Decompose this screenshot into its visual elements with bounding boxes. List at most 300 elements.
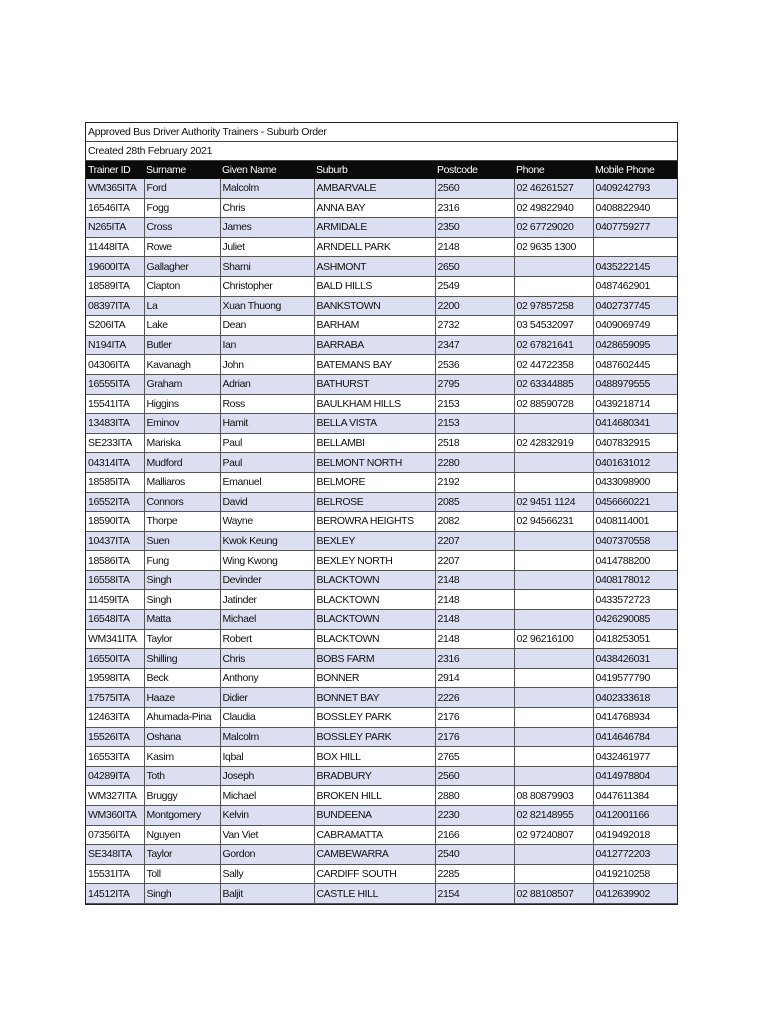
postcode-cell: 2148 [435, 590, 514, 610]
trainer-id-cell: 16555ITA [86, 374, 144, 394]
table-row [86, 786, 677, 806]
surname-cell: Bruggy [144, 786, 220, 806]
surname-cell: Rowe [144, 237, 220, 257]
surname-cell: Matta [144, 610, 220, 630]
table-row [86, 570, 677, 590]
trainer-id-cell: 10437ITA [86, 531, 144, 551]
suburb-cell: BOSSLEY PARK [314, 708, 435, 728]
surname-cell: Singh [144, 590, 220, 610]
surname-cell: Fogg [144, 198, 220, 218]
surname-cell: Haaze [144, 688, 220, 708]
postcode-cell: 2166 [435, 825, 514, 845]
table-row [86, 316, 677, 336]
table-row [86, 610, 677, 630]
trainer-id-cell: 14512ITA [86, 884, 144, 904]
surname-cell: Nguyen [144, 825, 220, 845]
surname-cell: Kavanagh [144, 355, 220, 375]
trainer-id-cell: 04306ITA [86, 355, 144, 375]
postcode-cell: 2154 [435, 884, 514, 904]
trainer-table [86, 161, 677, 904]
postcode-cell: 2085 [435, 492, 514, 512]
col-surname: Surname [144, 161, 220, 179]
postcode-cell: 2732 [435, 316, 514, 336]
phone-cell [514, 570, 593, 590]
phone-cell: 02 42832919 [514, 433, 593, 453]
given-name-cell: Claudia [220, 708, 314, 728]
given-name-cell: Juliet [220, 237, 314, 257]
postcode-cell: 2518 [435, 433, 514, 453]
surname-cell: Kasim [144, 747, 220, 767]
mobile-phone-cell: 0414788200 [593, 551, 677, 571]
postcode-cell: 2914 [435, 668, 514, 688]
trainer-id-cell: 18585ITA [86, 472, 144, 492]
table-row [86, 257, 677, 277]
postcode-cell: 2207 [435, 551, 514, 571]
postcode-cell: 2650 [435, 257, 514, 277]
mobile-phone-cell: 0409242793 [593, 179, 677, 198]
table-row [86, 649, 677, 669]
given-name-cell: Devinder [220, 570, 314, 590]
mobile-phone-cell: 0487462901 [593, 276, 677, 296]
given-name-cell: Chris [220, 649, 314, 669]
phone-cell: 02 96216100 [514, 629, 593, 649]
suburb-cell: BRADBURY [314, 766, 435, 786]
surname-cell: Malliaros [144, 472, 220, 492]
mobile-phone-cell: 0402737745 [593, 296, 677, 316]
mobile-phone-cell: 0487602445 [593, 355, 677, 375]
trainer-id-cell: N194ITA [86, 335, 144, 355]
phone-cell [514, 453, 593, 473]
given-name-cell: David [220, 492, 314, 512]
trainer-id-cell: 18590ITA [86, 512, 144, 532]
col-phone: Phone [514, 161, 593, 179]
table-row [86, 374, 677, 394]
surname-cell: Thorpe [144, 512, 220, 532]
trainer-id-cell: 13483ITA [86, 414, 144, 434]
postcode-cell: 2148 [435, 629, 514, 649]
table-row [86, 237, 677, 257]
surname-cell: Cross [144, 218, 220, 238]
table-row [86, 747, 677, 767]
table-row [86, 179, 677, 198]
mobile-phone-cell: 0409069749 [593, 316, 677, 336]
given-name-cell: Adrian [220, 374, 314, 394]
phone-cell [514, 276, 593, 296]
given-name-cell: Paul [220, 433, 314, 453]
trainer-id-cell: 16548ITA [86, 610, 144, 630]
suburb-cell: ASHMONT [314, 257, 435, 277]
trainer-id-cell: 04289ITA [86, 766, 144, 786]
trainer-id-cell: 11448ITA [86, 237, 144, 257]
mobile-phone-cell [593, 237, 677, 257]
given-name-cell: Emanuel [220, 472, 314, 492]
phone-cell: 03 54532097 [514, 316, 593, 336]
suburb-cell: BANKSTOWN [314, 296, 435, 316]
given-name-cell: Anthony [220, 668, 314, 688]
surname-cell: Graham [144, 374, 220, 394]
surname-cell: Taylor [144, 629, 220, 649]
trainer-id-cell: 18589ITA [86, 276, 144, 296]
mobile-phone-cell: 0412639902 [593, 884, 677, 904]
mobile-phone-cell: 0428659095 [593, 335, 677, 355]
trainer-id-cell: 18586ITA [86, 551, 144, 571]
table-row [86, 864, 677, 884]
postcode-cell: 2560 [435, 179, 514, 198]
phone-cell: 02 67729020 [514, 218, 593, 238]
phone-cell: 02 82148955 [514, 806, 593, 826]
phone-cell [514, 610, 593, 630]
trainer-id-cell: 16546ITA [86, 198, 144, 218]
suburb-cell: BELLAMBI [314, 433, 435, 453]
surname-cell: Clapton [144, 276, 220, 296]
postcode-cell: 2316 [435, 198, 514, 218]
surname-cell: Taylor [144, 845, 220, 865]
given-name-cell: Robert [220, 629, 314, 649]
postcode-cell: 2549 [435, 276, 514, 296]
trainer-id-cell: 19598ITA [86, 668, 144, 688]
postcode-cell: 2347 [435, 335, 514, 355]
postcode-cell: 2536 [435, 355, 514, 375]
surname-cell: Oshana [144, 727, 220, 747]
mobile-phone-cell: 0419210258 [593, 864, 677, 884]
given-name-cell: Kelvin [220, 806, 314, 826]
phone-cell: 02 9635 1300 [514, 237, 593, 257]
suburb-cell: BLACKTOWN [314, 610, 435, 630]
trainer-list-sheet [85, 122, 678, 905]
trainer-id-cell: 17575ITA [86, 688, 144, 708]
mobile-phone-cell: 0401631012 [593, 453, 677, 473]
surname-cell: Singh [144, 884, 220, 904]
table-row [86, 492, 677, 512]
table-row [86, 472, 677, 492]
suburb-cell: BEXLEY [314, 531, 435, 551]
trainer-id-cell: S206ITA [86, 316, 144, 336]
mobile-phone-cell: 0419577790 [593, 668, 677, 688]
mobile-phone-cell: 0418253051 [593, 629, 677, 649]
postcode-cell: 2148 [435, 570, 514, 590]
given-name-cell: James [220, 218, 314, 238]
phone-cell [514, 531, 593, 551]
mobile-phone-cell: 0408822940 [593, 198, 677, 218]
mobile-phone-cell: 0414768934 [593, 708, 677, 728]
given-name-cell: John [220, 355, 314, 375]
suburb-cell: BLACKTOWN [314, 590, 435, 610]
table-row [86, 394, 677, 414]
phone-cell: 02 67821641 [514, 335, 593, 355]
table-row [86, 884, 677, 904]
suburb-cell: BELROSE [314, 492, 435, 512]
table-row [86, 276, 677, 296]
postcode-cell: 2226 [435, 688, 514, 708]
surname-cell: Toth [144, 766, 220, 786]
phone-cell [514, 766, 593, 786]
phone-cell [514, 845, 593, 865]
trainer-id-cell: 19600ITA [86, 257, 144, 277]
postcode-cell: 2795 [435, 374, 514, 394]
postcode-cell: 2148 [435, 237, 514, 257]
suburb-cell: BONNER [314, 668, 435, 688]
phone-cell: 02 63344885 [514, 374, 593, 394]
trainer-id-cell: 15541ITA [86, 394, 144, 414]
given-name-cell: Dean [220, 316, 314, 336]
suburb-cell: BELLA VISTA [314, 414, 435, 434]
given-name-cell: Ross [220, 394, 314, 414]
trainer-id-cell: WM360ITA [86, 806, 144, 826]
given-name-cell: Baljit [220, 884, 314, 904]
trainer-id-cell: N265ITA [86, 218, 144, 238]
suburb-cell: CASTLE HILL [314, 884, 435, 904]
phone-cell: 02 46261527 [514, 179, 593, 198]
postcode-cell: 2316 [435, 649, 514, 669]
trainer-id-cell: SE348ITA [86, 845, 144, 865]
phone-cell: 02 9451 1124 [514, 492, 593, 512]
suburb-cell: BATEMANS BAY [314, 355, 435, 375]
table-row [86, 198, 677, 218]
surname-cell: Singh [144, 570, 220, 590]
given-name-cell: Ian [220, 335, 314, 355]
suburb-cell: BOBS FARM [314, 649, 435, 669]
trainer-id-cell: WM365ITA [86, 179, 144, 198]
suburb-cell: CABRAMATTA [314, 825, 435, 845]
suburb-cell: BLACKTOWN [314, 570, 435, 590]
phone-cell [514, 551, 593, 571]
given-name-cell: Wing Kwong [220, 551, 314, 571]
suburb-cell: BAULKHAM HILLS [314, 394, 435, 414]
suburb-cell: BONNET BAY [314, 688, 435, 708]
given-name-cell: Gordon [220, 845, 314, 865]
given-name-cell: Van Viet [220, 825, 314, 845]
table-row [86, 531, 677, 551]
table-row [86, 825, 677, 845]
given-name-cell: Iqbal [220, 747, 314, 767]
surname-cell: Fung [144, 551, 220, 571]
given-name-cell: Hamit [220, 414, 314, 434]
trainer-id-cell: 15526ITA [86, 727, 144, 747]
mobile-phone-cell: 0438426031 [593, 649, 677, 669]
created-date: Created 28th February 2021 [86, 142, 677, 161]
phone-cell: 02 88590728 [514, 394, 593, 414]
table-row [86, 668, 677, 688]
suburb-cell: BARRABA [314, 335, 435, 355]
given-name-cell: Kwok Keung [220, 531, 314, 551]
phone-cell: 02 88108507 [514, 884, 593, 904]
given-name-cell: Xuan Thuong [220, 296, 314, 316]
postcode-cell: 2230 [435, 806, 514, 826]
postcode-cell: 2082 [435, 512, 514, 532]
mobile-phone-cell: 0439218714 [593, 394, 677, 414]
suburb-cell: BATHURST [314, 374, 435, 394]
table-row [86, 453, 677, 473]
phone-cell [514, 649, 593, 669]
suburb-cell: BELMORE [314, 472, 435, 492]
postcode-cell: 2200 [435, 296, 514, 316]
trainer-id-cell: 11459ITA [86, 590, 144, 610]
mobile-phone-cell: 0435222145 [593, 257, 677, 277]
surname-cell: Toll [144, 864, 220, 884]
given-name-cell: Wayne [220, 512, 314, 532]
suburb-cell: BEXLEY NORTH [314, 551, 435, 571]
surname-cell: Suen [144, 531, 220, 551]
mobile-phone-cell: 0419492018 [593, 825, 677, 845]
trainer-id-cell: SE233ITA [86, 433, 144, 453]
surname-cell: Ahumada-Pina [144, 708, 220, 728]
surname-cell: Mariska [144, 433, 220, 453]
table-row [86, 512, 677, 532]
mobile-phone-cell: 0412001166 [593, 806, 677, 826]
mobile-phone-cell: 0412772203 [593, 845, 677, 865]
trainer-id-cell: 15531ITA [86, 864, 144, 884]
col-trainer-id: Trainer ID [86, 161, 144, 179]
phone-cell [514, 727, 593, 747]
header-row [86, 161, 677, 179]
surname-cell: Ford [144, 179, 220, 198]
phone-cell [514, 590, 593, 610]
phone-cell: 02 97240807 [514, 825, 593, 845]
mobile-phone-cell: 0407370558 [593, 531, 677, 551]
table-row [86, 433, 677, 453]
suburb-cell: CAMBEWARRA [314, 845, 435, 865]
postcode-cell: 2880 [435, 786, 514, 806]
suburb-cell: BLACKTOWN [314, 629, 435, 649]
table-row [86, 766, 677, 786]
col-suburb: Suburb [314, 161, 435, 179]
table-row [86, 629, 677, 649]
phone-cell: 08 80879903 [514, 786, 593, 806]
postcode-cell: 2207 [435, 531, 514, 551]
mobile-phone-cell: 0407832915 [593, 433, 677, 453]
given-name-cell: Didier [220, 688, 314, 708]
mobile-phone-cell: 0414680341 [593, 414, 677, 434]
phone-cell: 02 97857258 [514, 296, 593, 316]
table-row [86, 218, 677, 238]
trainer-id-cell: WM341ITA [86, 629, 144, 649]
phone-cell: 02 94566231 [514, 512, 593, 532]
surname-cell: Lake [144, 316, 220, 336]
surname-cell: Connors [144, 492, 220, 512]
postcode-cell: 2148 [435, 610, 514, 630]
suburb-cell: AMBARVALE [314, 179, 435, 198]
surname-cell: Shilling [144, 649, 220, 669]
surname-cell: Gallagher [144, 257, 220, 277]
surname-cell: Montgomery [144, 806, 220, 826]
given-name-cell: Christopher [220, 276, 314, 296]
surname-cell: Butler [144, 335, 220, 355]
suburb-cell: BARHAM [314, 316, 435, 336]
given-name-cell: Jatinder [220, 590, 314, 610]
mobile-phone-cell: 0414646784 [593, 727, 677, 747]
given-name-cell: Sally [220, 864, 314, 884]
phone-cell [514, 708, 593, 728]
mobile-phone-cell: 0433098900 [593, 472, 677, 492]
phone-cell: 02 44722358 [514, 355, 593, 375]
surname-cell: Mudford [144, 453, 220, 473]
postcode-cell: 2153 [435, 394, 514, 414]
trainer-id-cell: 12463ITA [86, 708, 144, 728]
phone-cell [514, 864, 593, 884]
postcode-cell: 2153 [435, 414, 514, 434]
suburb-cell: BOX HILL [314, 747, 435, 767]
trainer-id-cell: 08397ITA [86, 296, 144, 316]
suburb-cell: BOSSLEY PARK [314, 727, 435, 747]
phone-cell [514, 688, 593, 708]
trainer-id-cell: 04314ITA [86, 453, 144, 473]
surname-cell: Beck [144, 668, 220, 688]
mobile-phone-cell: 0426290085 [593, 610, 677, 630]
mobile-phone-cell: 0407759277 [593, 218, 677, 238]
suburb-cell: BALD HILLS [314, 276, 435, 296]
table-row [86, 355, 677, 375]
suburb-cell: BROKEN HILL [314, 786, 435, 806]
postcode-cell: 2192 [435, 472, 514, 492]
surname-cell: Eminov [144, 414, 220, 434]
suburb-cell: BELMONT NORTH [314, 453, 435, 473]
suburb-cell: CARDIFF SOUTH [314, 864, 435, 884]
table-row [86, 551, 677, 571]
mobile-phone-cell: 0433572723 [593, 590, 677, 610]
table-row [86, 688, 677, 708]
trainer-id-cell: 16553ITA [86, 747, 144, 767]
suburb-cell: ANNA BAY [314, 198, 435, 218]
mobile-phone-cell: 0432461977 [593, 747, 677, 767]
phone-cell [514, 472, 593, 492]
given-name-cell: Joseph [220, 766, 314, 786]
col-given-name: Given Name [220, 161, 314, 179]
phone-cell [514, 257, 593, 277]
mobile-phone-cell: 0456660221 [593, 492, 677, 512]
phone-cell [514, 414, 593, 434]
mobile-phone-cell: 0488979555 [593, 374, 677, 394]
given-name-cell: Paul [220, 453, 314, 473]
table-row [86, 708, 677, 728]
given-name-cell: Malcolm [220, 727, 314, 747]
surname-cell: Higgins [144, 394, 220, 414]
mobile-phone-cell: 0402333618 [593, 688, 677, 708]
given-name-cell: Michael [220, 786, 314, 806]
given-name-cell: Michael [220, 610, 314, 630]
postcode-cell: 2350 [435, 218, 514, 238]
table-row [86, 806, 677, 826]
table-row [86, 414, 677, 434]
postcode-cell: 2280 [435, 453, 514, 473]
postcode-cell: 2560 [435, 766, 514, 786]
given-name-cell: Chris [220, 198, 314, 218]
phone-cell [514, 747, 593, 767]
col-postcode: Postcode [435, 161, 514, 179]
surname-cell: La [144, 296, 220, 316]
given-name-cell: Sharni [220, 257, 314, 277]
mobile-phone-cell: 0414978804 [593, 766, 677, 786]
phone-cell: 02 49822940 [514, 198, 593, 218]
mobile-phone-cell: 0447611384 [593, 786, 677, 806]
postcode-cell: 2285 [435, 864, 514, 884]
trainer-id-cell: 07356ITA [86, 825, 144, 845]
col-mobile-phone: Mobile Phone [593, 161, 677, 179]
postcode-cell: 2176 [435, 727, 514, 747]
postcode-cell: 2176 [435, 708, 514, 728]
table-row [86, 296, 677, 316]
table-row [86, 335, 677, 355]
given-name-cell: Malcolm [220, 179, 314, 198]
document-title: Approved Bus Driver Authority Trainers - Suburb Order [86, 123, 677, 142]
suburb-cell: ARNDELL PARK [314, 237, 435, 257]
phone-cell [514, 668, 593, 688]
trainer-id-cell: 16552ITA [86, 492, 144, 512]
postcode-cell: 2765 [435, 747, 514, 767]
mobile-phone-cell: 0408178012 [593, 570, 677, 590]
mobile-phone-cell: 0408114001 [593, 512, 677, 532]
table-row [86, 845, 677, 865]
table-row [86, 590, 677, 610]
